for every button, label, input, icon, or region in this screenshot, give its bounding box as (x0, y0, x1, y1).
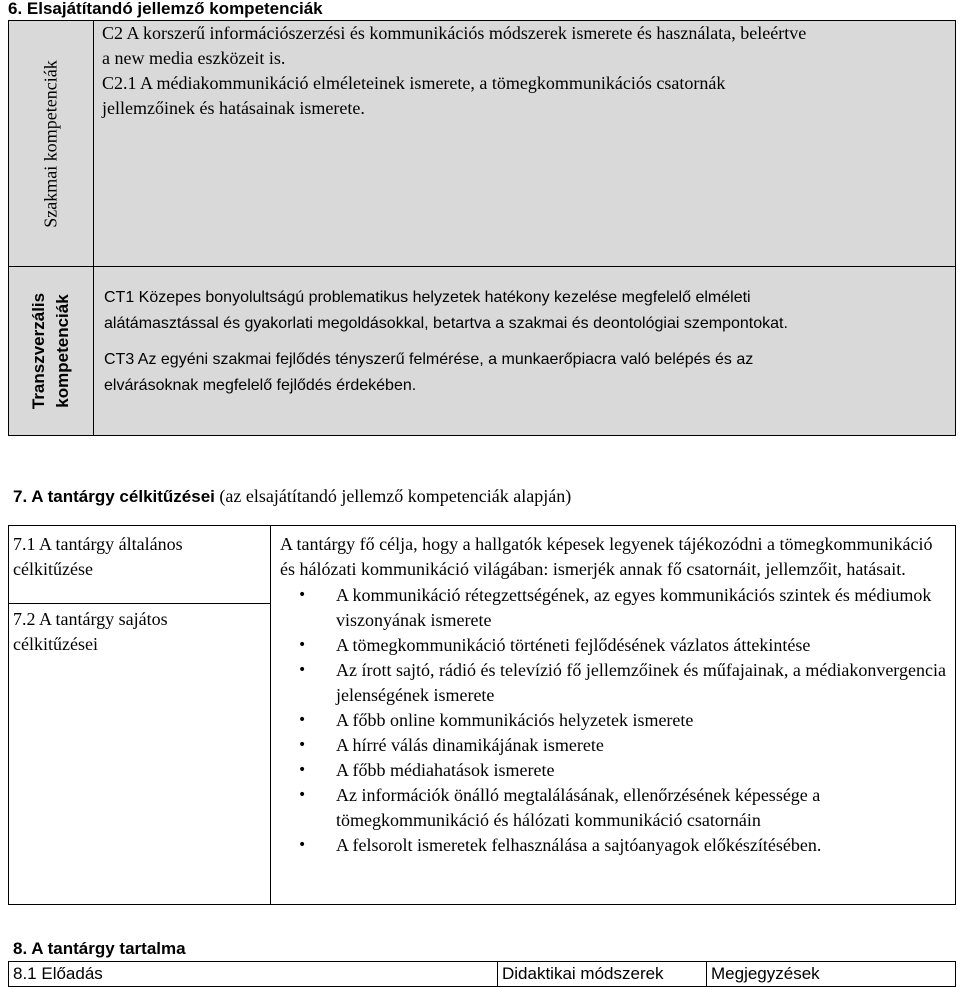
ct1-line: alátámasztással és gyakorlati megoldásokkal, betartva a szakmai és deontológiai szempontokat. (104, 315, 788, 332)
list-item: • Az információk önálló megtalálásának, ellenőrzésének képessége a tömegkommunikáció és hálózati kommunikáció csatornáin (298, 785, 821, 830)
transversal-competencies-label: Transzverzális kompetenciák (29, 292, 72, 410)
competency-line: C2.1 A médiakommunikáció elméleteinek ismerete, a tömegkommunikációs csatornák (102, 73, 726, 93)
section-6-title: 6. Elsajátítandó jellemző kompetenciák (8, 0, 323, 18)
notes-column-header: Megjegyzések (711, 964, 820, 983)
lecture-column-header: 8.1 Előadás (9, 962, 498, 986)
list-item: • A hírré válás dinamikájának ismerete (298, 733, 948, 758)
section-8-title: 8. A tantárgy tartalma (13, 939, 186, 958)
bullet-icon: • (298, 837, 307, 853)
bullet-icon: • (298, 737, 307, 753)
general-objective-text: A tantárgy fő célja, hogy a hallgatók képesek legyenek tájékozódni a tömegkommunikáció és hálózati kommunikáció világában: ismerjék annak fő csatornáit, jellemzőit, hatásait. (280, 534, 933, 579)
methods-column-header: Didaktikai módszerek (498, 962, 707, 986)
bullet-icon: • (298, 662, 307, 678)
general-objective-label-cell (9, 526, 270, 604)
transversal-competencies-label-cell (9, 267, 94, 435)
bullet-icon: • (298, 787, 307, 803)
transversal-competencies-row (9, 267, 955, 435)
bullet-icon: • (298, 712, 307, 728)
professional-competencies-content (94, 21, 955, 266)
list-item: • A felsorolt ismeretek felhasználása a sajtóanyagok előkészítésében. (298, 833, 948, 858)
ct1-line: CT1 Közepes bonyolultságú problematikus helyzetek hatékony kezelése megfelelő elméleti (104, 289, 751, 306)
professional-competencies-label-cell (9, 21, 94, 266)
specific-objectives-label: 7.2 A tantárgy sajátos célkitűzései (13, 609, 168, 654)
objectives-content (280, 532, 948, 858)
bullet-icon: • (298, 587, 307, 603)
specific-objectives-list (298, 583, 948, 858)
competency-line: jellemzőinek és hatásainak ismerete. (102, 98, 365, 118)
list-item: • A tömegkommunikáció történeti fejlődésének vázlatos áttekintése (298, 633, 948, 658)
transversal-competencies-content (94, 267, 955, 435)
list-item: • Az írott sajtó, rádió és televízió fő jellemzőinek és műfajainak, a médiakonvergencia jelenségének ismerete (298, 660, 946, 705)
professional-competencies-row (9, 21, 955, 267)
list-item: • A főbb online kommunikációs helyzetek ismerete (298, 708, 948, 733)
ct3-line: CT3 Az egyéni szakmai fejlődés tényszerű felmérése, a munkaerőpiacra való belépés és az (104, 351, 754, 368)
content-table-header (8, 961, 956, 987)
list-item: • A főbb médiahatások ismerete (298, 758, 948, 783)
list-item: • A kommunikáció rétegzettségének, az egyes kommunikációs szintek és médiumok viszonyának ismerete (298, 585, 932, 630)
bullet-icon: • (298, 637, 307, 653)
section-7-title: 7. A tantárgy célkitűzései (az elsajátítandó jellemző kompetenciák alapján) (13, 486, 572, 506)
objectives-table (8, 525, 956, 905)
bullet-icon: • (298, 762, 307, 778)
competency-line: C2 A korszerű információszerzési és kommunikációs módszerek ismerete és használata, beleértve (102, 23, 807, 43)
ct3-line: elvárásoknak megfelelő fejlődés érdekében. (104, 377, 417, 394)
professional-competencies-label: Szakmai kompetenciák (40, 59, 61, 228)
objectives-labels-column (9, 526, 271, 904)
general-objective-label: 7.1 A tantárgy általános célkitűzése (13, 534, 183, 579)
competency-line: a new media eszközeit is. (102, 48, 286, 68)
competencies-table (8, 20, 956, 436)
